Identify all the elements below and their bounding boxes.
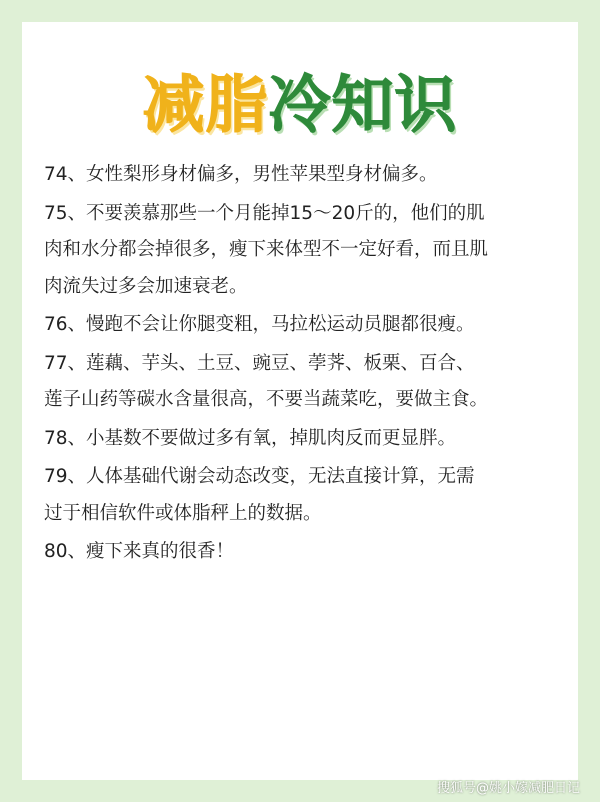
tip-line: 肉和水分都会掉很多，瘦下来体型不一定好看，而且肌 bbox=[44, 239, 489, 260]
watermark-text: 搜狐号@姚小嫁减肥日记 bbox=[436, 781, 580, 796]
tip-line: 过于相信软件或体脂秤上的数据。 bbox=[44, 502, 322, 524]
tip-line: 76、慢跑不会让你腿变粗，马拉松运动员腿都很瘦。 bbox=[44, 314, 475, 335]
tip-line: 79、人体基础代谢会动态改变，无法直接计算，无需 bbox=[44, 466, 475, 487]
list-item bbox=[44, 421, 574, 458]
list-item bbox=[44, 157, 574, 194]
page-title bbox=[22, 68, 578, 141]
tip-line: 78、小基数不要做过多有氧，掉肌肉反而更显胖。 bbox=[44, 427, 457, 449]
tip-line: 莲子山药等碳水含量很高，不要当蔬菜吃，要做主食。 bbox=[44, 389, 489, 410]
list-item bbox=[44, 196, 574, 306]
list-item bbox=[44, 459, 574, 532]
tip-line: 74、女性梨形身材偏多，男性苹果型身材偏多。 bbox=[44, 164, 438, 185]
list-item bbox=[44, 307, 574, 344]
list-item bbox=[44, 346, 574, 419]
tip-line: 80、瘦下来真的很香！ bbox=[44, 541, 235, 562]
title-part-1: 减脂 bbox=[142, 68, 269, 141]
tip-line: 75、不要羡慕那些一个月能掉15～20斤的，他们的肌 bbox=[44, 202, 485, 224]
list-item bbox=[44, 534, 574, 571]
title-part-2: 冷知识 bbox=[268, 68, 458, 141]
tips-list bbox=[44, 157, 574, 573]
tip-line: 77、莲藕、芋头、土豆、豌豆、荸荠、板栗、百合、 bbox=[44, 352, 475, 374]
tip-line: 肉流失过多会加速衰老。 bbox=[44, 275, 248, 297]
